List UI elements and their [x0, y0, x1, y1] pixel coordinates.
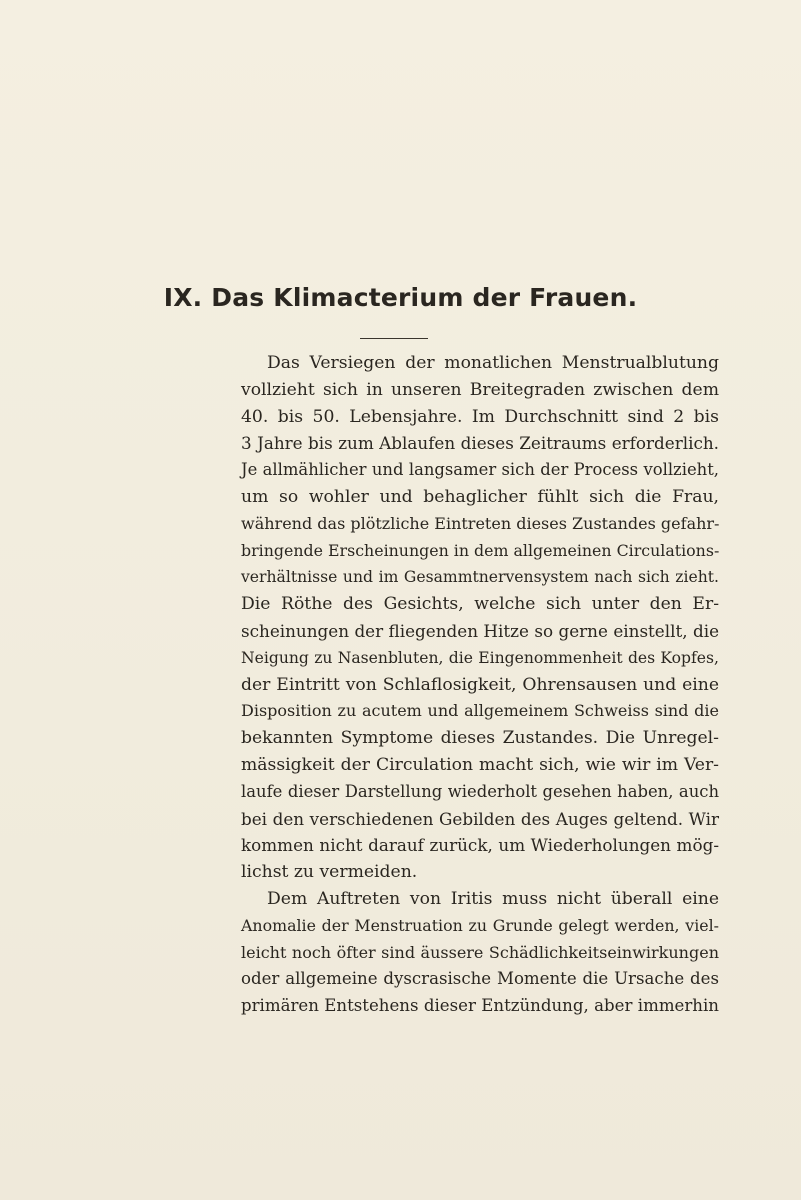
text-line: 40. bis 50. Lebensjahre. Im Durchschnitt sind 2 bis: [241, 406, 719, 427]
text-line: bekannten Symptome dieses Zustandes. Die Unregel-: [241, 728, 719, 749]
text-line: kommen nicht darauf zurück, um Wiederholungen mög-: [241, 835, 719, 856]
body-text: [241, 350, 719, 1020]
text-line: oder allgemeine dyscrasische Momente die Ursache des: [241, 969, 719, 989]
title-divider: [360, 338, 428, 339]
text-line: während das plötzliche Eintreten dieses Zustandes gefahr-: [241, 513, 720, 533]
text-line: leicht noch öfter sind äussere Schädlichkeitseinwirkungen: [241, 942, 719, 962]
text-line: verhältnisse und im Gesammtnervensystem nach sich zieht.: [241, 568, 719, 587]
text-line: Das Versiegen der monatlichen Menstrualblutung: [267, 353, 719, 373]
chapter-title: IX. Das Klimacterium der Frauen.: [163, 283, 638, 312]
text-line: laufe dieser Darstellung wiederholt gesehen haben, auch: [241, 781, 719, 801]
text-line: um so wohler und behaglicher fühlt sich die Frau,: [241, 486, 719, 507]
text-line: scheinungen der fliegenden Hitze so gerne einstellt, die: [241, 620, 719, 641]
text-line: der Eintritt von Schlaflosigkeit, Ohrensausen und eine: [241, 674, 719, 695]
text-line: Anomalie der Menstruation zu Grunde gelegt werden, viel-: [241, 915, 719, 935]
text-line: bringende Erscheinungen in dem allgemeinen Circulations-: [241, 540, 720, 560]
text-line: Die Röthe des Gesichts, welche sich unter den Er-: [241, 594, 719, 615]
text-line: vollzieht sich in unseren Breitegraden zwischen dem: [241, 379, 719, 400]
text-line: mässigkeit der Circulation macht sich, wie wir im Ver-: [241, 754, 719, 775]
text-line: Neigung zu Nasenbluten, die Eingenommenheit des Kopfes,: [241, 648, 719, 667]
text-line: Dem Auftreten von Iritis muss nicht überall eine: [267, 888, 719, 909]
text-line: lichst zu vermeiden.: [241, 862, 418, 883]
text-line: primären Entstehens dieser Entzündung, aber immerhin: [241, 996, 719, 1016]
text-line: 3 Jahre bis zum Ablaufen dieses Zeitraums erforderlich.: [241, 433, 719, 454]
text-line: bei den verschiedenen Gebilden des Auges geltend. Wir: [241, 808, 719, 829]
text-line: Je allmählicher und langsamer sich der Process vollzieht,: [241, 460, 719, 480]
text-line: Disposition zu acutem und allgemeinem Schweiss sind die: [241, 701, 719, 721]
